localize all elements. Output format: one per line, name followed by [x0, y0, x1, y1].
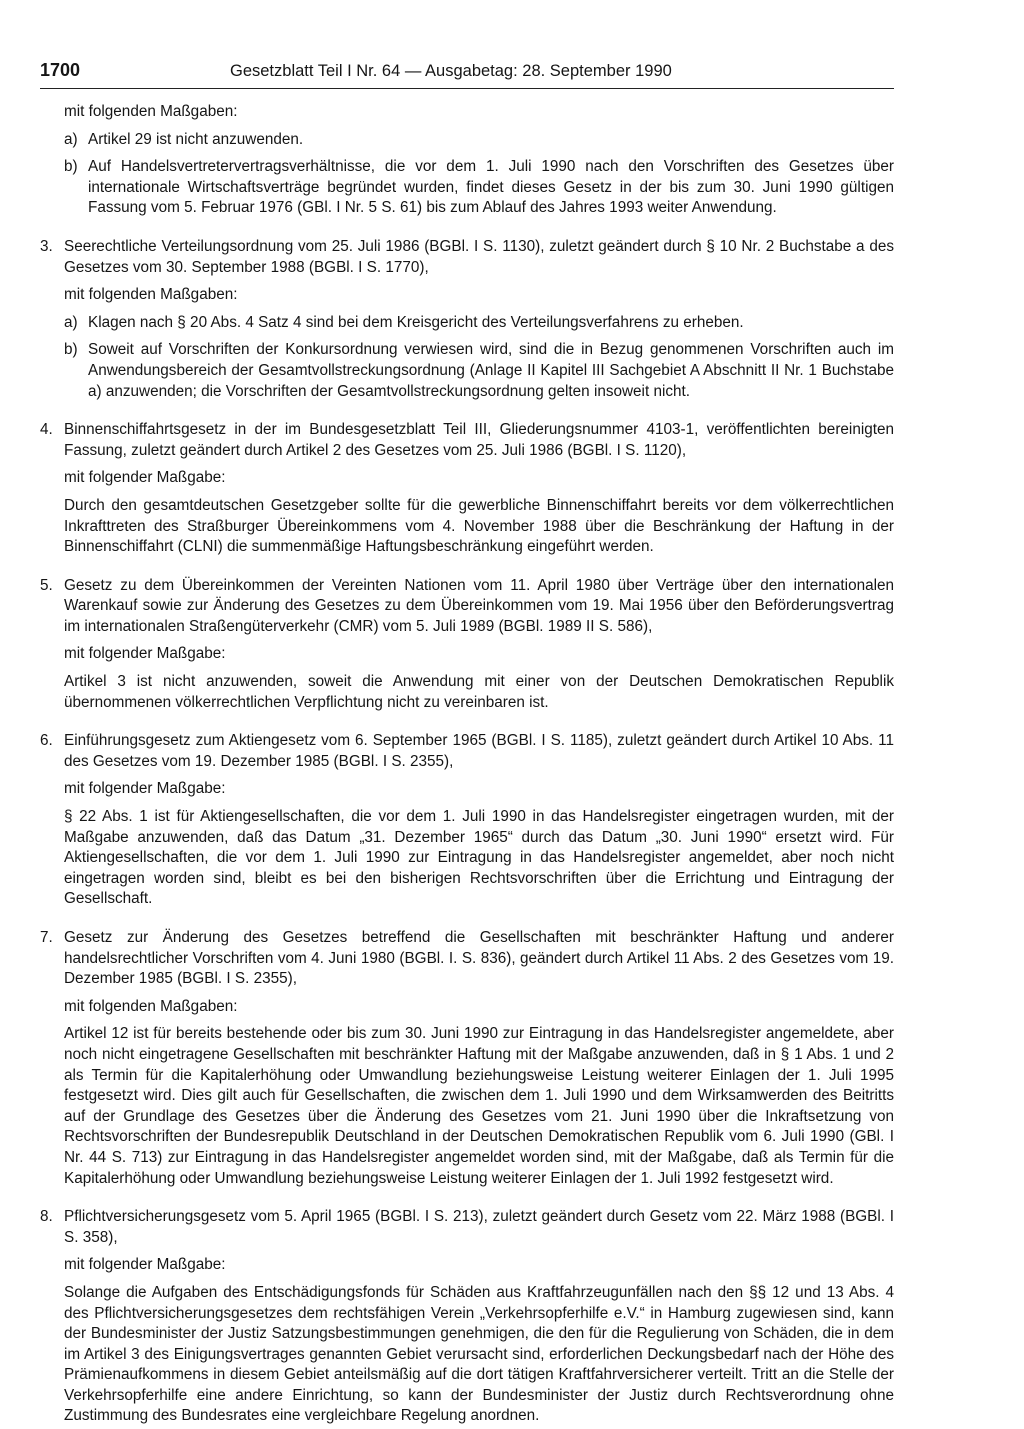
- page-header: [40, 58, 894, 89]
- list-item: [64, 313, 894, 334]
- section-title: Pflichtversicherungsgesetz vom 5. April 1965 (BGBl. I S. 213), zuletzt geändert durch Gesetz vom 22. März 1988 (BGBl. I S. 358),: [64, 1208, 894, 1246]
- section-4: [40, 420, 894, 461]
- proviso-heading: mit folgender Maßgabe:: [64, 780, 226, 798]
- section-number: 5.: [40, 576, 53, 594]
- list-item-text: Auf Handelsvertretervertragsverhältnisse, die vor dem 1. Juli 1990 nach den Vorschriften des Gesetzes über internationale Wirtschaftsverträge begründet wurden, findet dieses Gesetz in der bis zum 30. Juni 1990 gültigen Fassung vom 5. Februar 1976 (GBl. I Nr. 5 S. 61) bis zum Ablauf des Jahres 1993 weiter Anwendung.: [88, 158, 894, 217]
- running-head: Gesetzblatt Teil I Nr. 64 — Ausgabetag: 28. September 1990: [230, 62, 672, 80]
- section-number: 7.: [40, 929, 53, 946]
- proviso-text: § 22 Abs. 1 ist für Aktiengesellschaften, die vor dem 1. Juli 1990 in das Handelsregister eingetragen wurden, mit der Maßgabe anzuwenden, daß das Datum „31. Dezember 1965“ durch das Datum „30. Juni 1990“ ersetzt wird. Für Aktiengesellschaften, die vor dem 1. Juli 1990 zur Eintragung in das Handelsregister angemeldet, aber noch nicht eingetragen worden sind, bleibt es bei den bisherigen Rechtsvorschriften über die Errichtung und Eintragung der Gesellschaft.: [64, 808, 894, 908]
- list-item: [64, 130, 894, 151]
- section-number: 4.: [40, 421, 53, 439]
- proviso-heading: mit folgenden Maßgaben:: [64, 286, 238, 304]
- list-item: [64, 157, 894, 219]
- list-marker: b): [64, 341, 78, 359]
- section-number: 6.: [40, 732, 53, 750]
- list-item-text: Klagen nach § 20 Abs. 4 Satz 4 sind bei dem Kreisgericht des Verteilungsverfahrens zu erheben.: [88, 313, 744, 331]
- section-3: [40, 237, 894, 278]
- section-title: Gesetz zur Änderung des Gesetzes betreffend die Gesellschaften mit beschränkter Haftung und anderer handelsrechtlicher Vorschriften vom 4. Juni 1980 (BGBl. I. S. 836), geändert durch Artikel 11 Abs. 2 des Gesetzes vom 19. Dezember 1985 (BGBl. I S. 2355),: [64, 929, 894, 988]
- section-title: Gesetz zu dem Übereinkommen der Vereinten Nationen vom 11. April 1980 über Verträge über den internationalen Warenkauf sowie zur Änderung des Gesetzes zu dem Übereinkommen vom 19. Mai 1956 über den Beförderungsvertrag im internationalen Straßengüterverkehr (CMR) vom 5. Juli 1989 (BGBl. 1989 II S. 586),: [64, 576, 894, 635]
- intro-list: [64, 130, 894, 219]
- page-number: 1700: [40, 60, 81, 80]
- proviso-text: Solange die Aufgaben des Entschädigungsfonds für Schäden aus Kraftfahrzeugunfällen nach den §§ 12 und 13 Abs. 4 des Pflichtversicherungsgesetzes dem rechtsfähigen Verein „Verkehrsopferhilfe e.V.“ in Hamburg zugewiesen sind, kann der Bundesminister der Justiz Satzungsbestimmungen genehmigen, die den für die Regulierung von Schäden, die in dem im Artikel 3 des Einigungsvertrages genannten Gebiet verursacht sind, erforderlichen Deckungsbedarf nach der Höhe des Prämienaufkommens in diesem Gebiet anteilsmäßig auf die dort tätigen Kraftfahrversicherer verteilt. Tritt an die Stelle der Verkehrsopferhilfe eine andere Einrichtung, so kann der Bundesminister der Justiz durch Rechtsverordnung ohne Zustimmung des Bundesrates eine vergleichbare Regelung anordnen.: [64, 1283, 894, 1425]
- list-item-text: Soweit auf Vorschriften der Konkursordnung verwiesen wird, sind die in Bezug genommenen Vorschriften auch im Anwendungsbereich der Gesamtvollstreckungsordnung (Anlage II Kapitel III Sachgebiet A Abschnitt II Nr. 1 Buchstabe a) anzuwenden; die Vorschriften der Gesamtvollstreckungsordnung gelten insoweit nicht.: [88, 341, 894, 400]
- proviso-text: Artikel 12 ist für bereits bestehende oder bis zum 30. Juni 1990 zur Eintragung in das Handelsregister angemeldete, aber noch nicht eingetragene Gesellschaften mit beschränkter Haftung mit der Maßgabe anzuwenden, daß in § 1 Abs. 1 und 2 als Termin für die Kapitalerhöhung oder Umwandlung beziehungsweise Leistung weiterer Einlagen der 1. Juli 1995 festgesetzt wird. Dies gilt auch für Gesellschaften, die zwischen dem 1. Juli 1990 und dem Wirksamwerden des Beitritts auf der Grundlage des Gesetzes über die Änderung des Gesetzes vom 21. Juni 1990 über die Inkraftsetzung von Rechtsvorschriften der Bundesrepublik Deutschland in der Deutschen Demokratischen Republik vom 6. Juli 1990 (GBl. I Nr. 44 S. 713) zur Eintragung in das Handelsregister angemeldet worden sind, mit der Maßgabe, daß als Termin für die Kapitalerhöhung oder Umwandlung beziehungsweise Leistung weiterer Einlagen der 1. Juli 1992 festgesetzt wird.: [64, 1025, 894, 1187]
- list-item-text: Artikel 29 ist nicht anzuwenden.: [88, 130, 304, 148]
- section-5: [40, 576, 894, 638]
- proviso-heading: mit folgender Maßgabe:: [64, 645, 226, 663]
- page-body: [40, 102, 894, 1427]
- section-7: [40, 928, 894, 990]
- list-marker: b): [64, 158, 78, 176]
- section-title: Seerechtliche Verteilungsordnung vom 25. Juli 1986 (BGBl. I S. 1130), zuletzt geändert durch § 10 Nr. 2 Buchstabe a des Gesetzes vom 30. September 1988 (BGBl. I S. 1770),: [64, 237, 894, 276]
- proviso-text: Artikel 3 ist nicht anzuwenden, soweit die Anwendung mit einer von der Deutschen Demokratischen Republik übernommenen völkerrechtlichen Verpflichtung nicht zu vereinbaren ist.: [64, 673, 894, 711]
- proviso-text: Durch den gesamtdeutschen Gesetzgeber sollte für die gewerbliche Binnenschiffahrt bereits vor dem völkerrechtlichen Inkrafttreten des Straßburger Übereinkommens vom 4. November 1988 über die Beschränkung der Haftung in der Binnenschiffahrt (CLNI) die summenmäßige Haftungsbeschränkung eingeführt werden.: [64, 496, 894, 556]
- list-marker: a): [64, 313, 78, 331]
- list-item: [64, 340, 894, 402]
- list-marker: a): [64, 130, 78, 148]
- proviso-heading: mit folgender Maßgabe:: [64, 469, 226, 487]
- section-title: Binnenschiffahrtsgesetz in der im Bundesgesetzblatt Teil III, Gliederungsnummer 4103-1, veröffentlichten bereinigten Fassung, zuletzt geändert durch Artikel 2 des Gesetzes vom 25. Juli 1986 (BGBl. I S. 1120),: [64, 421, 894, 459]
- section-number: 8.: [40, 1208, 53, 1226]
- section-6: [40, 731, 894, 772]
- section-number: 3.: [40, 237, 53, 255]
- section-8: [40, 1207, 894, 1248]
- intro-heading: mit folgenden Maßgaben:: [64, 103, 238, 120]
- proviso-heading: mit folgenden Maßgaben:: [64, 997, 238, 1015]
- section-title: Einführungsgesetz zum Aktiengesetz vom 6. September 1965 (BGBl. I S. 1185), zuletzt geändert durch Artikel 10 Abs. 11 des Gesetzes vom 19. Dezember 1985 (BGBl. I S. 2355),: [64, 732, 894, 770]
- proviso-heading: mit folgender Maßgabe:: [64, 1256, 226, 1274]
- section-3-list: [64, 313, 894, 402]
